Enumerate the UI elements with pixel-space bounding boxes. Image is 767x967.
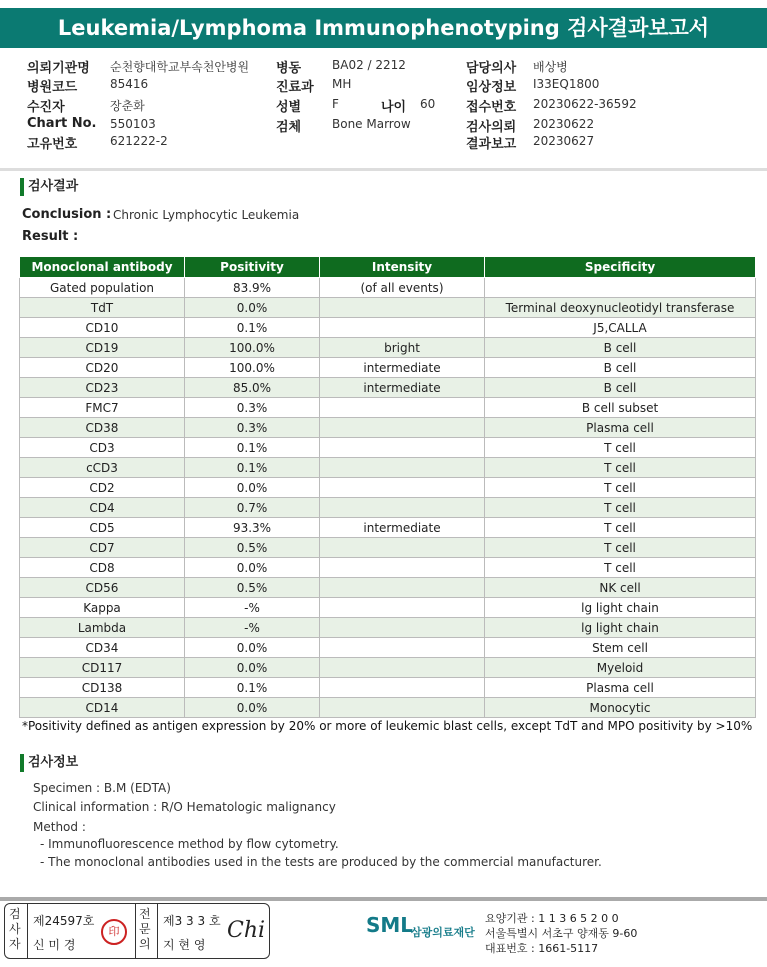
col3-value: 배상병 [533,60,568,74]
cell-specificity [485,278,756,298]
cell-positivity: 0.1% [185,678,320,698]
table-row [20,318,756,338]
address: 서울특별시 서초구 양재동 9-60 [485,927,638,940]
tester-name: 신 미 경 [33,938,76,952]
table-row [20,358,756,378]
col2-value: Bone Marrow [332,117,411,131]
cell-antibody: CD56 [20,578,185,598]
cell-positivity: 100.0% [185,338,320,358]
col3-value: I33EQ1800 [533,77,600,91]
sml-logo: SML [366,913,414,937]
cell-antibody: CD38 [20,418,185,438]
cell-intensity: intermediate [320,378,485,398]
seal-icon: 印 [101,919,127,945]
cell-specificity: T cell [485,498,756,518]
clinical-value: R/O Hematologic malignancy [161,800,336,814]
table-row [20,698,756,718]
cell-intensity [320,658,485,678]
phone: 대표번호 : 1661-5117 [485,942,599,955]
cell-specificity: lg light chain [485,598,756,618]
cell-antibody: CD7 [20,538,185,558]
col1-value: 순천향대학교부속천안병원 [110,60,250,74]
table-row [20,338,756,358]
cell-positivity: 0.1% [185,318,320,338]
cell-positivity: 93.3% [185,518,320,538]
cell-antibody: CD34 [20,638,185,658]
cell-positivity: -% [185,598,320,618]
cell-specificity: T cell [485,558,756,578]
table-row [20,578,756,598]
cell-antibody: CD20 [20,358,185,378]
cell-specificity: B cell [485,358,756,378]
cell-antibody: CD117 [20,658,185,678]
cell-specificity: B cell [485,338,756,358]
cell-antibody: CD10 [20,318,185,338]
cell-antibody: CD2 [20,478,185,498]
conclusion-value: Chronic Lymphocytic Leukemia [113,208,300,222]
signature: Chi [227,918,266,943]
results-table [19,256,756,718]
cell-positivity: 0.1% [185,438,320,458]
cell-intensity [320,398,485,418]
cell-specificity: Stem cell [485,638,756,658]
table-row [20,638,756,658]
header-intensity: Intensity [320,257,485,278]
col2-label: 검체 [276,120,302,135]
cell-intensity: (of all events) [320,278,485,298]
specimen-label: Specimen : [33,781,101,795]
report-title: Leukemia/Lymphoma Immunophenotyping 검사결과보고서 [0,8,767,48]
col3-label: 접수번호 [466,100,517,115]
table-row [20,478,756,498]
col1-value: 장춘화 [110,99,145,113]
cell-intensity [320,618,485,638]
cell-positivity: 100.0% [185,358,320,378]
cell-positivity: 0.0% [185,698,320,718]
cell-intensity: bright [320,338,485,358]
tester-number: 제24597호 [33,914,95,928]
table-row [20,298,756,318]
cell-specificity: T cell [485,538,756,558]
col1-label: Chart No. [27,116,97,131]
header-specificity: Specificity [485,257,756,278]
cell-antibody: CD19 [20,338,185,358]
table-row [20,378,756,398]
results-section-title: 검사결과 [20,178,78,196]
table-row [20,538,756,558]
table-row [20,278,756,298]
cell-positivity: 0.3% [185,398,320,418]
divider [0,168,767,171]
cell-intensity: intermediate [320,518,485,538]
table-row [20,598,756,618]
cell-specificity: Terminal deoxynucleotidyl transferase [485,298,756,318]
signature-box [4,903,270,959]
col1-label: 의뢰기관명 [27,61,90,76]
cell-specificity: T cell [485,478,756,498]
col2-value: F [332,97,339,111]
cell-intensity [320,478,485,498]
cell-specificity: Plasma cell [485,418,756,438]
cell-specificity: Myeloid [485,658,756,678]
cell-positivity: 85.0% [185,378,320,398]
col2-label: 진료과 [276,80,314,95]
col2-label: 병동 [276,61,302,76]
cell-antibody: CD138 [20,678,185,698]
cell-intensity [320,578,485,598]
col3-value: 20230622-36592 [533,97,637,111]
cell-intensity [320,418,485,438]
cell-intensity [320,498,485,518]
cell-specificity: B cell subset [485,398,756,418]
cell-intensity [320,558,485,578]
cell-specificity: T cell [485,458,756,478]
cell-intensity [320,638,485,658]
cell-intensity [320,598,485,618]
test-info-section-title: 검사정보 [20,754,78,772]
cell-antibody: CD14 [20,698,185,718]
table-row [20,518,756,538]
table-row [20,558,756,578]
age-label: 나이 [381,100,407,115]
table-row [20,458,756,478]
cell-antibody: Lambda [20,618,185,638]
table-row [20,398,756,418]
specialist-name: 지 현 영 [163,938,206,952]
cell-antibody: cCD3 [20,458,185,478]
specialist-label: 전문의 [139,907,151,951]
tester-label: 검사자 [9,907,21,951]
col2-label: 성별 [276,100,302,115]
cell-positivity: -% [185,618,320,638]
cell-positivity: 0.5% [185,538,320,558]
table-row [20,438,756,458]
cell-antibody: CD3 [20,438,185,458]
footnote: *Positivity defined as antigen expression by 20% or more of leukemic blast cells, except TdT and MPO positivity by >10% [22,719,753,733]
cell-specificity: Plasma cell [485,678,756,698]
conclusion-label: Conclusion : [22,207,112,222]
specimen-value: B.M (EDTA) [103,781,171,795]
table-row [20,498,756,518]
cell-positivity: 0.1% [185,458,320,478]
col3-label: 검사의뢰 [466,120,517,135]
cell-specificity: NK cell [485,578,756,598]
col3-label: 임상정보 [466,80,517,95]
cell-positivity: 0.7% [185,498,320,518]
cell-specificity: J5,CALLA [485,318,756,338]
specialist-number: 제3 3 3 호 [163,914,221,928]
cell-positivity: 83.9% [185,278,320,298]
cell-intensity [320,438,485,458]
table-row [20,418,756,438]
col2-value: MH [332,77,352,91]
footer-divider [0,897,767,901]
cell-intensity [320,458,485,478]
result-label: Result : [22,229,79,244]
cell-intensity [320,318,485,338]
col1-value: 550103 [110,117,156,131]
cell-positivity: 0.0% [185,478,320,498]
col3-label: 결과보고 [466,137,517,152]
cell-intensity [320,698,485,718]
cell-antibody: Kappa [20,598,185,618]
col1-value: 85416 [110,77,149,91]
cell-positivity: 0.0% [185,558,320,578]
cell-intensity [320,538,485,558]
org-name: 삼광의료재단 [411,926,475,939]
institution-code: 요양기관 : 1 1 3 6 5 2 0 0 [485,912,619,925]
col3-label: 담당의사 [466,61,517,76]
cell-positivity: 0.3% [185,418,320,438]
cell-specificity: T cell [485,438,756,458]
cell-specificity: T cell [485,518,756,538]
col3-value: 20230622 [533,117,595,131]
cell-intensity [320,298,485,318]
header-positivity: Positivity [185,257,320,278]
method-1: - Immunofluorescence method by flow cytometry. [40,837,339,851]
header-antibody: Monoclonal antibody [20,257,185,278]
cell-positivity: 0.0% [185,298,320,318]
method-2: - The monoclonal antibodies used in the tests are produced by the commercial manufacturer. [40,855,602,869]
cell-intensity: intermediate [320,358,485,378]
col3-value: 20230627 [533,134,595,148]
cell-antibody: CD5 [20,518,185,538]
col1-value: 621222-2 [110,134,168,148]
cell-antibody: TdT [20,298,185,318]
cell-antibody: FMC7 [20,398,185,418]
cell-positivity: 0.5% [185,578,320,598]
cell-specificity: B cell [485,378,756,398]
cell-intensity [320,678,485,698]
age-value: 60 [420,97,436,111]
cell-positivity: 0.0% [185,658,320,678]
col1-label: 병원코드 [27,80,78,95]
col1-label: 수진자 [27,100,65,115]
cell-specificity: Monocytic [485,698,756,718]
cell-antibody: CD4 [20,498,185,518]
table-row [20,618,756,638]
clinical-label: Clinical information : [33,800,158,814]
cell-antibody: CD23 [20,378,185,398]
table-row [20,678,756,698]
col2-value: BA02 / 2212 [332,58,406,72]
cell-antibody: Gated population [20,278,185,298]
method-label: Method : [33,820,86,834]
col1-label: 고유번호 [27,137,78,152]
cell-positivity: 0.0% [185,638,320,658]
cell-antibody: CD8 [20,558,185,578]
cell-specificity: lg light chain [485,618,756,638]
table-row [20,658,756,678]
